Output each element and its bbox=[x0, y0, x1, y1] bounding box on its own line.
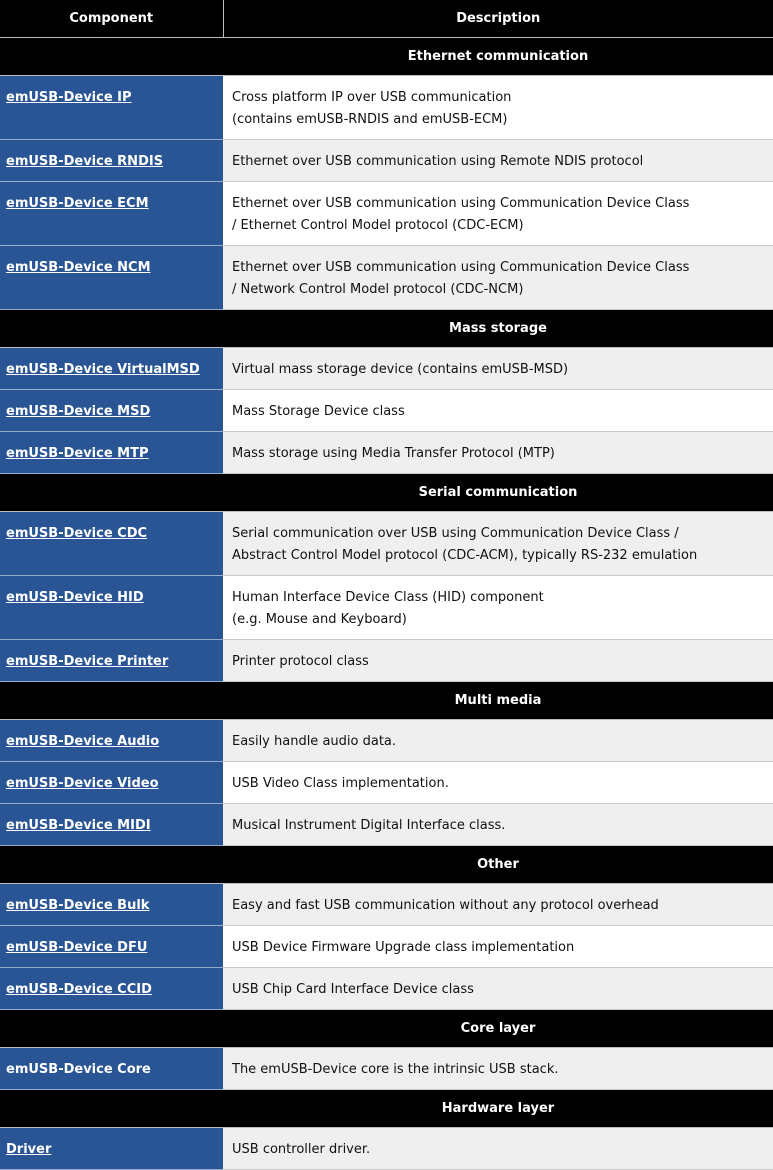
header-component: Component bbox=[0, 0, 223, 38]
component-cell bbox=[0, 348, 223, 390]
description-line: Easily handle audio data. bbox=[232, 734, 397, 749]
table-row bbox=[0, 968, 773, 1010]
component-link[interactable]: emUSB-Device VirtualMSD bbox=[6, 362, 200, 377]
description-line: / Ethernet Control Model protocol (CDC-ECM) bbox=[232, 218, 524, 233]
table-row bbox=[0, 182, 773, 246]
component-cell bbox=[0, 76, 223, 140]
description-line: USB Device Firmware Upgrade class implementation bbox=[232, 940, 575, 955]
section-spacer bbox=[0, 310, 223, 348]
description-cell bbox=[223, 512, 773, 576]
table-row bbox=[0, 926, 773, 968]
description-line: (e.g. Mouse and Keyboard) bbox=[232, 612, 407, 627]
component-link[interactable]: emUSB-Device DFU bbox=[6, 940, 148, 955]
section-spacer bbox=[0, 682, 223, 720]
description-cell bbox=[223, 432, 773, 474]
section-row bbox=[0, 474, 773, 512]
component-link[interactable]: emUSB-Device HID bbox=[6, 590, 144, 605]
table-body bbox=[0, 38, 773, 1170]
table-row bbox=[0, 390, 773, 432]
component-link[interactable]: emUSB-Device CDC bbox=[6, 526, 148, 541]
table-row bbox=[0, 512, 773, 576]
section-spacer bbox=[0, 474, 223, 512]
section-title: Serial communication bbox=[223, 474, 773, 512]
description-cell bbox=[223, 576, 773, 640]
description-line: Mass storage using Media Transfer Protocol (MTP) bbox=[232, 446, 555, 461]
description-cell bbox=[223, 76, 773, 140]
section-title: Mass storage bbox=[223, 310, 773, 348]
section-title: Multi media bbox=[223, 682, 773, 720]
component-link[interactable]: emUSB-Device MSD bbox=[6, 404, 151, 419]
description-cell bbox=[223, 182, 773, 246]
description-cell bbox=[223, 390, 773, 432]
description-line: (contains emUSB-RNDIS and emUSB-ECM) bbox=[232, 112, 508, 127]
table-row bbox=[0, 76, 773, 140]
section-title: Core layer bbox=[223, 1010, 773, 1048]
description-line: Abstract Control Model protocol (CDC-ACM), typically RS-232 emulation bbox=[232, 548, 698, 563]
component-link[interactable]: emUSB-Device CCID bbox=[6, 982, 152, 997]
section-spacer bbox=[0, 38, 223, 76]
section-row bbox=[0, 1010, 773, 1048]
description-cell bbox=[223, 720, 773, 762]
component-link[interactable]: emUSB-Device Bulk bbox=[6, 898, 150, 913]
component-link[interactable]: emUSB-Device NCM bbox=[6, 260, 151, 275]
table-row bbox=[0, 804, 773, 846]
table-row bbox=[0, 640, 773, 682]
table-row bbox=[0, 348, 773, 390]
description-line: Mass Storage Device class bbox=[232, 404, 405, 419]
table-row bbox=[0, 246, 773, 310]
description-line: Printer protocol class bbox=[232, 654, 369, 669]
table-row bbox=[0, 1048, 773, 1090]
component-cell bbox=[0, 640, 223, 682]
table-row bbox=[0, 140, 773, 182]
component-link[interactable]: emUSB-Device Audio bbox=[6, 734, 160, 749]
component-cell bbox=[0, 512, 223, 576]
component-cell bbox=[0, 926, 223, 968]
component-cell bbox=[0, 884, 223, 926]
description-line: Virtual mass storage device (contains emUSB-MSD) bbox=[232, 362, 569, 377]
description-line: Ethernet over USB communication using Communication Device Class bbox=[232, 260, 690, 275]
description-cell bbox=[223, 968, 773, 1010]
table-row bbox=[0, 762, 773, 804]
component-cell bbox=[0, 720, 223, 762]
component-cell bbox=[0, 804, 223, 846]
component-cell bbox=[0, 246, 223, 310]
description-cell bbox=[223, 884, 773, 926]
description-line: USB Chip Card Interface Device class bbox=[232, 982, 474, 997]
component-link[interactable]: emUSB-Device RNDIS bbox=[6, 154, 164, 169]
component-cell bbox=[0, 182, 223, 246]
table-row bbox=[0, 884, 773, 926]
description-cell bbox=[223, 1128, 773, 1170]
component-cell bbox=[0, 140, 223, 182]
component-link[interactable]: emUSB-Device Video bbox=[6, 776, 159, 791]
description-line: Easy and fast USB communication without any protocol overhead bbox=[232, 898, 659, 913]
description-line: Serial communication over USB using Communication Device Class / bbox=[232, 526, 679, 541]
description-line: Ethernet over USB communication using Communication Device Class bbox=[232, 196, 690, 211]
section-spacer bbox=[0, 1090, 223, 1128]
table-row bbox=[0, 576, 773, 640]
description-cell bbox=[223, 246, 773, 310]
section-row bbox=[0, 310, 773, 348]
description-line: Musical Instrument Digital Interface class. bbox=[232, 818, 506, 833]
section-row bbox=[0, 38, 773, 76]
description-line: Cross platform IP over USB communication bbox=[232, 90, 512, 105]
component-cell bbox=[0, 762, 223, 804]
table-row bbox=[0, 432, 773, 474]
section-spacer bbox=[0, 846, 223, 884]
component-link[interactable]: Driver bbox=[6, 1142, 52, 1157]
description-cell bbox=[223, 348, 773, 390]
component-cell bbox=[0, 576, 223, 640]
component-cell bbox=[0, 1128, 223, 1170]
description-line: Human Interface Device Class (HID) component bbox=[232, 590, 544, 605]
component-cell bbox=[0, 1048, 223, 1090]
component-link[interactable]: emUSB-Device MIDI bbox=[6, 818, 151, 833]
description-cell bbox=[223, 140, 773, 182]
description-line: USB Video Class implementation. bbox=[232, 776, 449, 791]
description-line: USB controller driver. bbox=[232, 1142, 371, 1157]
description-cell bbox=[223, 1048, 773, 1090]
section-title: Hardware layer bbox=[223, 1090, 773, 1128]
component-name: emUSB-Device Core bbox=[6, 1062, 151, 1077]
table-header-row bbox=[0, 0, 773, 38]
component-link[interactable]: emUSB-Device Printer bbox=[6, 654, 169, 669]
description-line: Ethernet over USB communication using Remote NDIS protocol bbox=[232, 154, 644, 169]
component-link[interactable]: emUSB-Device MTP bbox=[6, 446, 149, 461]
component-cell bbox=[0, 968, 223, 1010]
description-cell bbox=[223, 804, 773, 846]
table-row bbox=[0, 1128, 773, 1170]
section-title: Other bbox=[223, 846, 773, 884]
description-cell bbox=[223, 762, 773, 804]
section-title: Ethernet communication bbox=[223, 38, 773, 76]
component-cell bbox=[0, 432, 223, 474]
section-row bbox=[0, 682, 773, 720]
description-cell bbox=[223, 926, 773, 968]
description-cell bbox=[223, 640, 773, 682]
component-link[interactable]: emUSB-Device ECM bbox=[6, 196, 149, 211]
section-row bbox=[0, 846, 773, 884]
section-row bbox=[0, 1090, 773, 1128]
component-link[interactable]: emUSB-Device IP bbox=[6, 90, 132, 105]
table-row bbox=[0, 720, 773, 762]
description-line: The emUSB-Device core is the intrinsic USB stack. bbox=[232, 1062, 559, 1077]
description-line: / Network Control Model protocol (CDC-NCM) bbox=[232, 282, 524, 297]
header-description: Description bbox=[223, 0, 773, 38]
section-spacer bbox=[0, 1010, 223, 1048]
component-cell bbox=[0, 390, 223, 432]
